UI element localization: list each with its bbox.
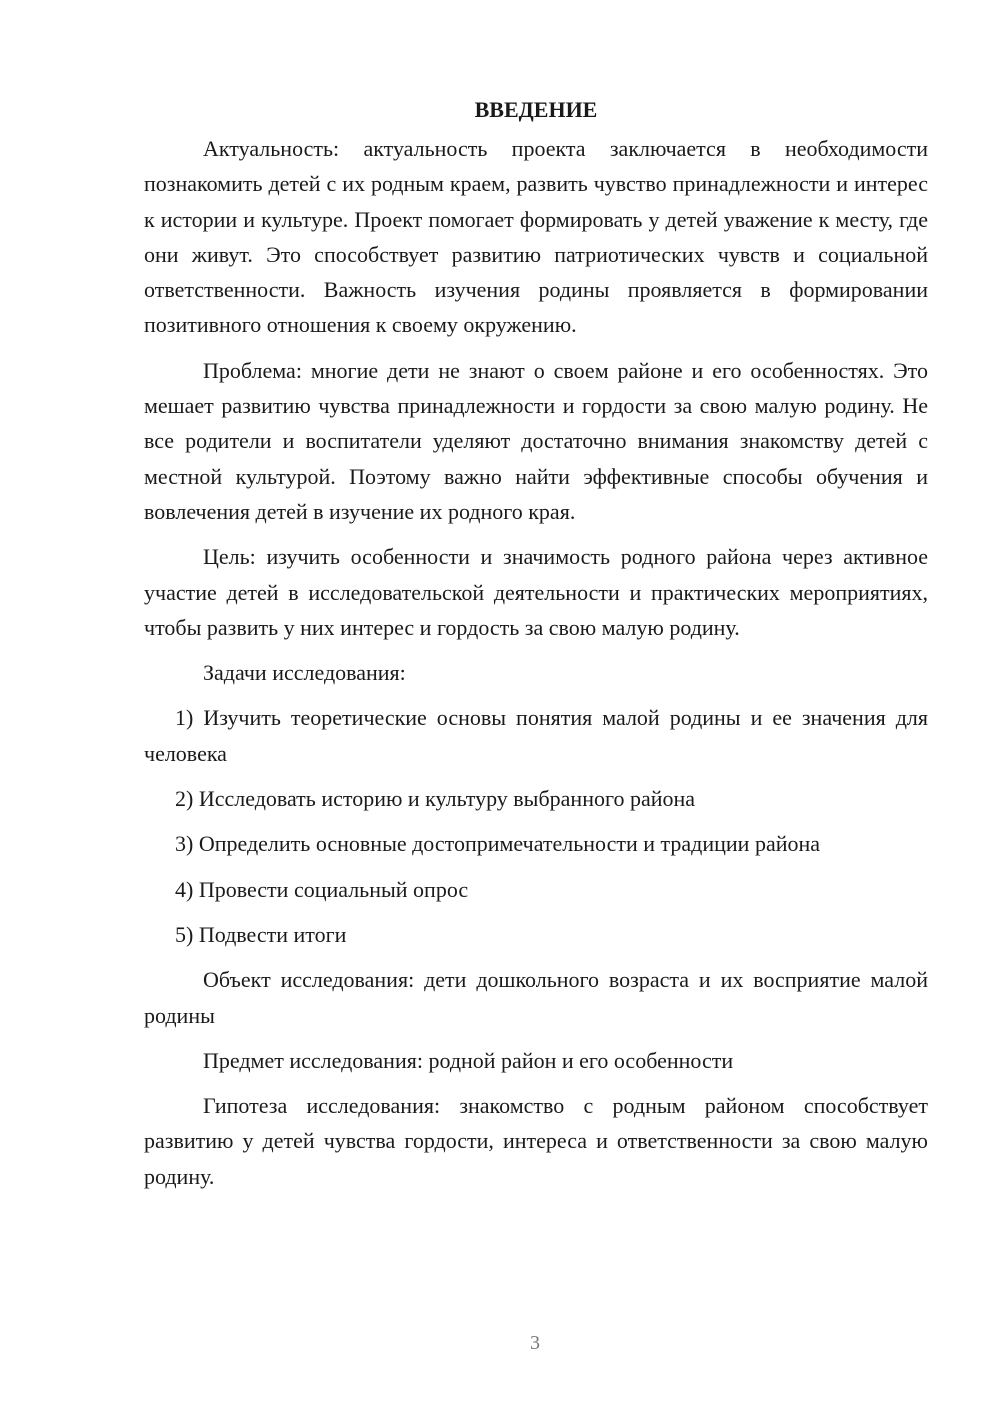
relevance-paragraph: Актуальность: актуальность проекта заключается в необходимости познакомить детей с их родным краем, развить чувство принадлежности и интерес к истории и культуре. Проект помогает формировать у детей уважение к месту, где они живут. Это способствует развитию патриотических чувств и социальной ответственности. Важность изучения родины проявляется в формировании позитивного отношения к своему окружению. xyxy=(144,136,928,338)
tasks-heading: Задачи исследования: xyxy=(203,660,406,686)
task-item: 3) Определить основные достопримечательности и традиции района xyxy=(175,831,821,857)
goal-paragraph: Цель: изучить особенности и значимость родного района через активное участие детей в исследовательской деятельности и практических мероприятиях, чтобы развить у них интерес и гордость за свою малую родину. xyxy=(144,544,928,640)
section-title: ВВЕДЕНИЕ xyxy=(474,97,598,122)
hypothesis-paragraph: Гипотеза исследования: знакомство с родным районом способствует развитию у детей чувства гордости, интереса и ответственности за свою малую родину. xyxy=(144,1093,928,1189)
problem-paragraph: Проблема: многие дети не знают о своем районе и его особенностях. Это мешает развитию чувства принадлежности и гордости за свою малую родину. Не все родители и воспитатели уделяют достаточно внимания знакомству детей с местной культурой. Поэтому важно найти эффективные способы обучения и вовлечения детей в изучение их родного края. xyxy=(144,357,928,524)
task-item: 4) Провести социальный опрос xyxy=(175,876,469,902)
task-item: 2) Исследовать историю и культуру выбранного района xyxy=(175,786,696,812)
object-paragraph: Объект исследования: дети дошкольного возраста и их восприятие малой родины xyxy=(144,967,928,1028)
page-number: 3 xyxy=(530,1332,540,1354)
document-page xyxy=(144,92,928,1204)
task-item: 5) Подвести итоги xyxy=(175,921,347,947)
task-item: 1) Изучить теоретические основы понятия малой родины и ее значения для человека xyxy=(144,705,928,766)
subject-paragraph: Предмет исследования: родной район и его особенности xyxy=(203,1047,734,1073)
